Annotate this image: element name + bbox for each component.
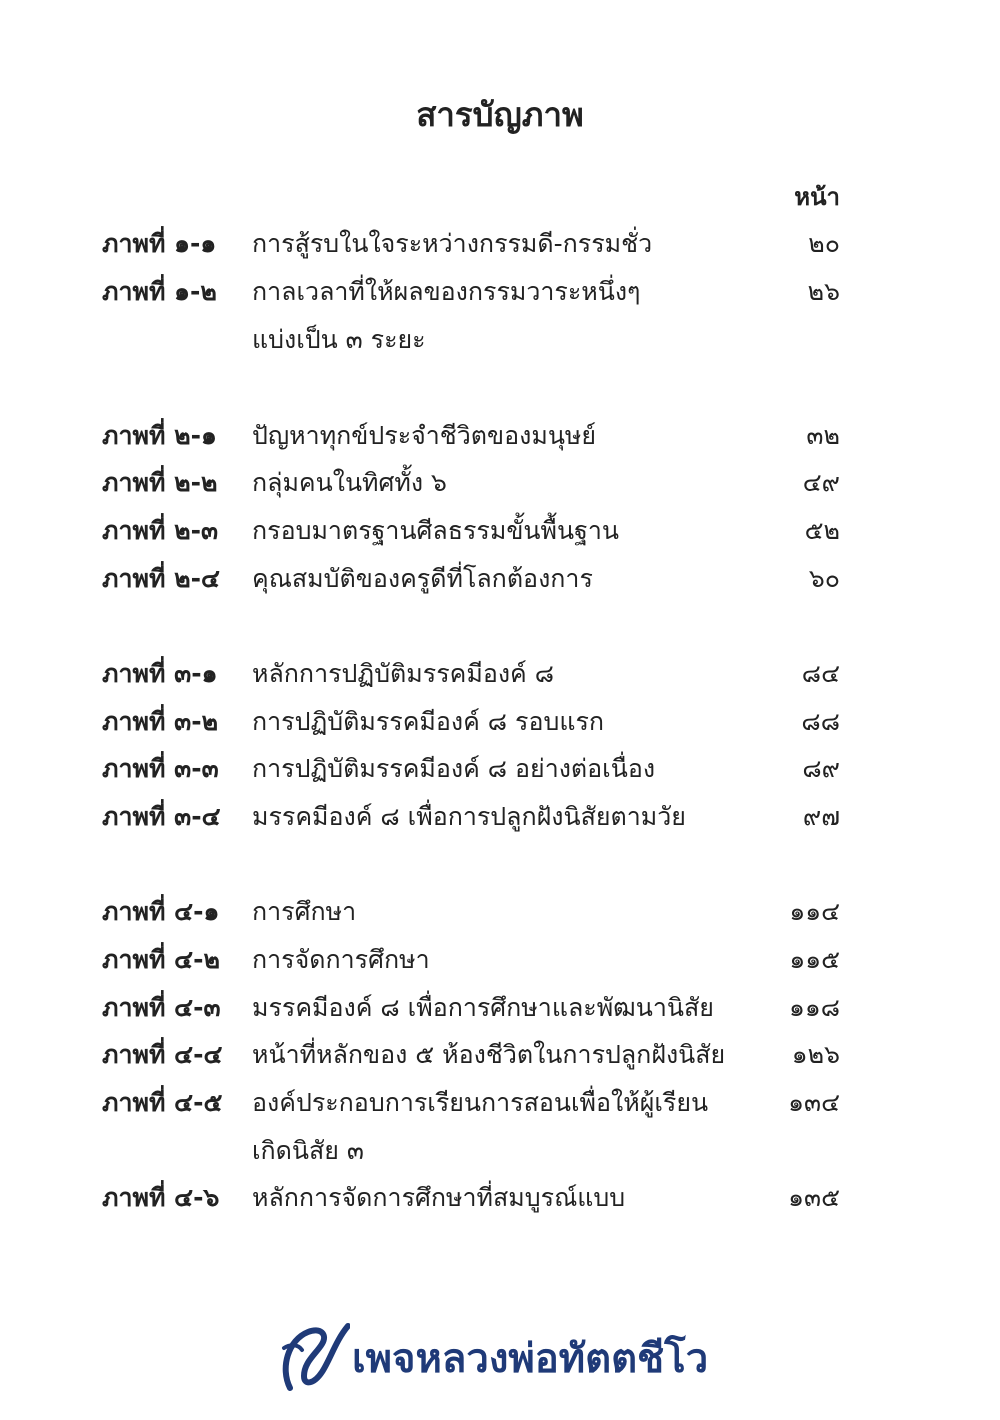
page-number: ๘๙ [802, 754, 840, 783]
figure-label: ภาพที่ ๑-๒ [102, 277, 217, 306]
logo-text: เพจหลวงพ่อทัตตชีโว [352, 1336, 709, 1382]
toc-entry [0, 940, 1000, 980]
figure-label: ภาพที่ ๓-๒ [102, 707, 219, 736]
figure-label: ภาพที่ ๓-๔ [102, 802, 221, 831]
page-number: ๙๗ [802, 802, 840, 831]
figure-title: การปฏิบัติมรรคมีองค์ ๘ อย่างต่อเนื่อง [252, 754, 656, 783]
figure-label: ภาพที่ ๔-๑ [102, 897, 220, 926]
page-number: ๑๑๔ [789, 897, 840, 926]
figure-title: หน้าที่หลักของ ๕ ห้องชีวิตในการปลูกฝังนิสัย [252, 1040, 726, 1069]
toc-entry [0, 892, 1000, 932]
figure-title: กลุ่มคนในทิศทั้ง ๖ [252, 468, 447, 497]
page-number: ๑๒๖ [791, 1040, 840, 1069]
figure-label: ภาพที่ ๓-๓ [102, 754, 219, 783]
page-column-header: หน้า [794, 183, 840, 211]
figure-label: ภาพที่ ๔-๖ [102, 1183, 220, 1212]
page-number: ๘๔ [801, 659, 840, 688]
page-number: ๒๐ [808, 229, 840, 258]
footer-logo [270, 1318, 730, 1398]
toc-entry [0, 559, 1000, 599]
toc-entry [0, 511, 1000, 551]
logo-swirl-icon [270, 1318, 350, 1398]
figure-title: เกิดนิสัย ๓ [252, 1136, 364, 1165]
page-number: ๔๙ [802, 468, 840, 497]
toc-entry [0, 463, 1000, 503]
figure-title: คุณสมบัติของครูดีที่โลกต้องการ [252, 564, 593, 593]
toc-entry [0, 416, 1000, 456]
page-number: ๖๐ [808, 564, 840, 593]
figure-title: กรอบมาตรฐานศีลธรรมขั้นพื้นฐาน [252, 516, 620, 545]
page-number: ๑๑๕ [789, 945, 840, 974]
toc-entry [0, 654, 1000, 694]
page-title: สารบัญภาพ [416, 95, 584, 134]
figure-label: ภาพที่ ๔-๔ [102, 1040, 223, 1069]
toc-entry-continuation [0, 320, 1000, 360]
toc-entry [0, 272, 1000, 312]
figure-label: ภาพที่ ๒-๑ [102, 421, 217, 450]
toc-entry [0, 988, 1000, 1028]
page-number: ๘๘ [801, 707, 840, 736]
figure-label: ภาพที่ ๔-๓ [102, 993, 221, 1022]
figure-title: ปัญหาทุกข์ประจำชีวิตของมนุษย์ [252, 421, 597, 450]
figure-label: ภาพที่ ๔-๕ [102, 1088, 223, 1117]
page-number: ๒๖ [807, 277, 840, 306]
toc-entry [0, 797, 1000, 837]
figure-title: การศึกษา [252, 897, 357, 926]
figure-label: ภาพที่ ๒-๒ [102, 468, 218, 497]
figure-title: แบ่งเป็น ๓ ระยะ [252, 325, 426, 354]
toc-entry [0, 749, 1000, 789]
toc-entry [0, 224, 1000, 264]
figure-title: หลักการปฏิบัติมรรคมีองค์ ๘ [252, 659, 555, 688]
figure-title: มรรคมีองค์ ๘ เพื่อการปลูกฝังนิสัยตามวัย [252, 802, 686, 831]
figure-label: ภาพที่ ๑-๑ [102, 229, 217, 258]
figure-title: การปฏิบัติมรรคมีองค์ ๘ รอบแรก [252, 707, 605, 736]
toc-entry [0, 1035, 1000, 1075]
figure-label: ภาพที่ ๒-๓ [102, 516, 219, 545]
figure-title: มรรคมีองค์ ๘ เพื่อการศึกษาและพัฒนานิสัย [252, 993, 714, 1022]
toc-entry [0, 1083, 1000, 1123]
page-number: ๓๒ [806, 421, 840, 450]
page-number: ๑๑๘ [788, 993, 840, 1022]
page-number: ๑๓๔ [788, 1088, 840, 1117]
figure-title: กาลเวลาที่ให้ผลของกรรมวาระหนึ่งๆ [252, 277, 641, 306]
figure-label: ภาพที่ ๒-๔ [102, 564, 220, 593]
figure-title: การสู้รบในใจระหว่างกรรมดี-กรรมชั่ว [252, 229, 653, 258]
toc-entry [0, 702, 1000, 742]
figure-label: ภาพที่ ๔-๒ [102, 945, 220, 974]
figure-label: ภาพที่ ๓-๑ [102, 659, 218, 688]
page-number: ๕๒ [804, 516, 840, 545]
toc-entry-continuation [0, 1131, 1000, 1171]
figure-title: หลักการจัดการศึกษาที่สมบูรณ์แบบ [252, 1183, 626, 1212]
figure-title: องค์ประกอบการเรียนการสอนเพื่อให้ผู้เรียน [252, 1088, 709, 1117]
page-number: ๑๓๕ [788, 1183, 840, 1212]
figure-title: การจัดการศึกษา [252, 945, 430, 974]
toc-entry [0, 1178, 1000, 1218]
